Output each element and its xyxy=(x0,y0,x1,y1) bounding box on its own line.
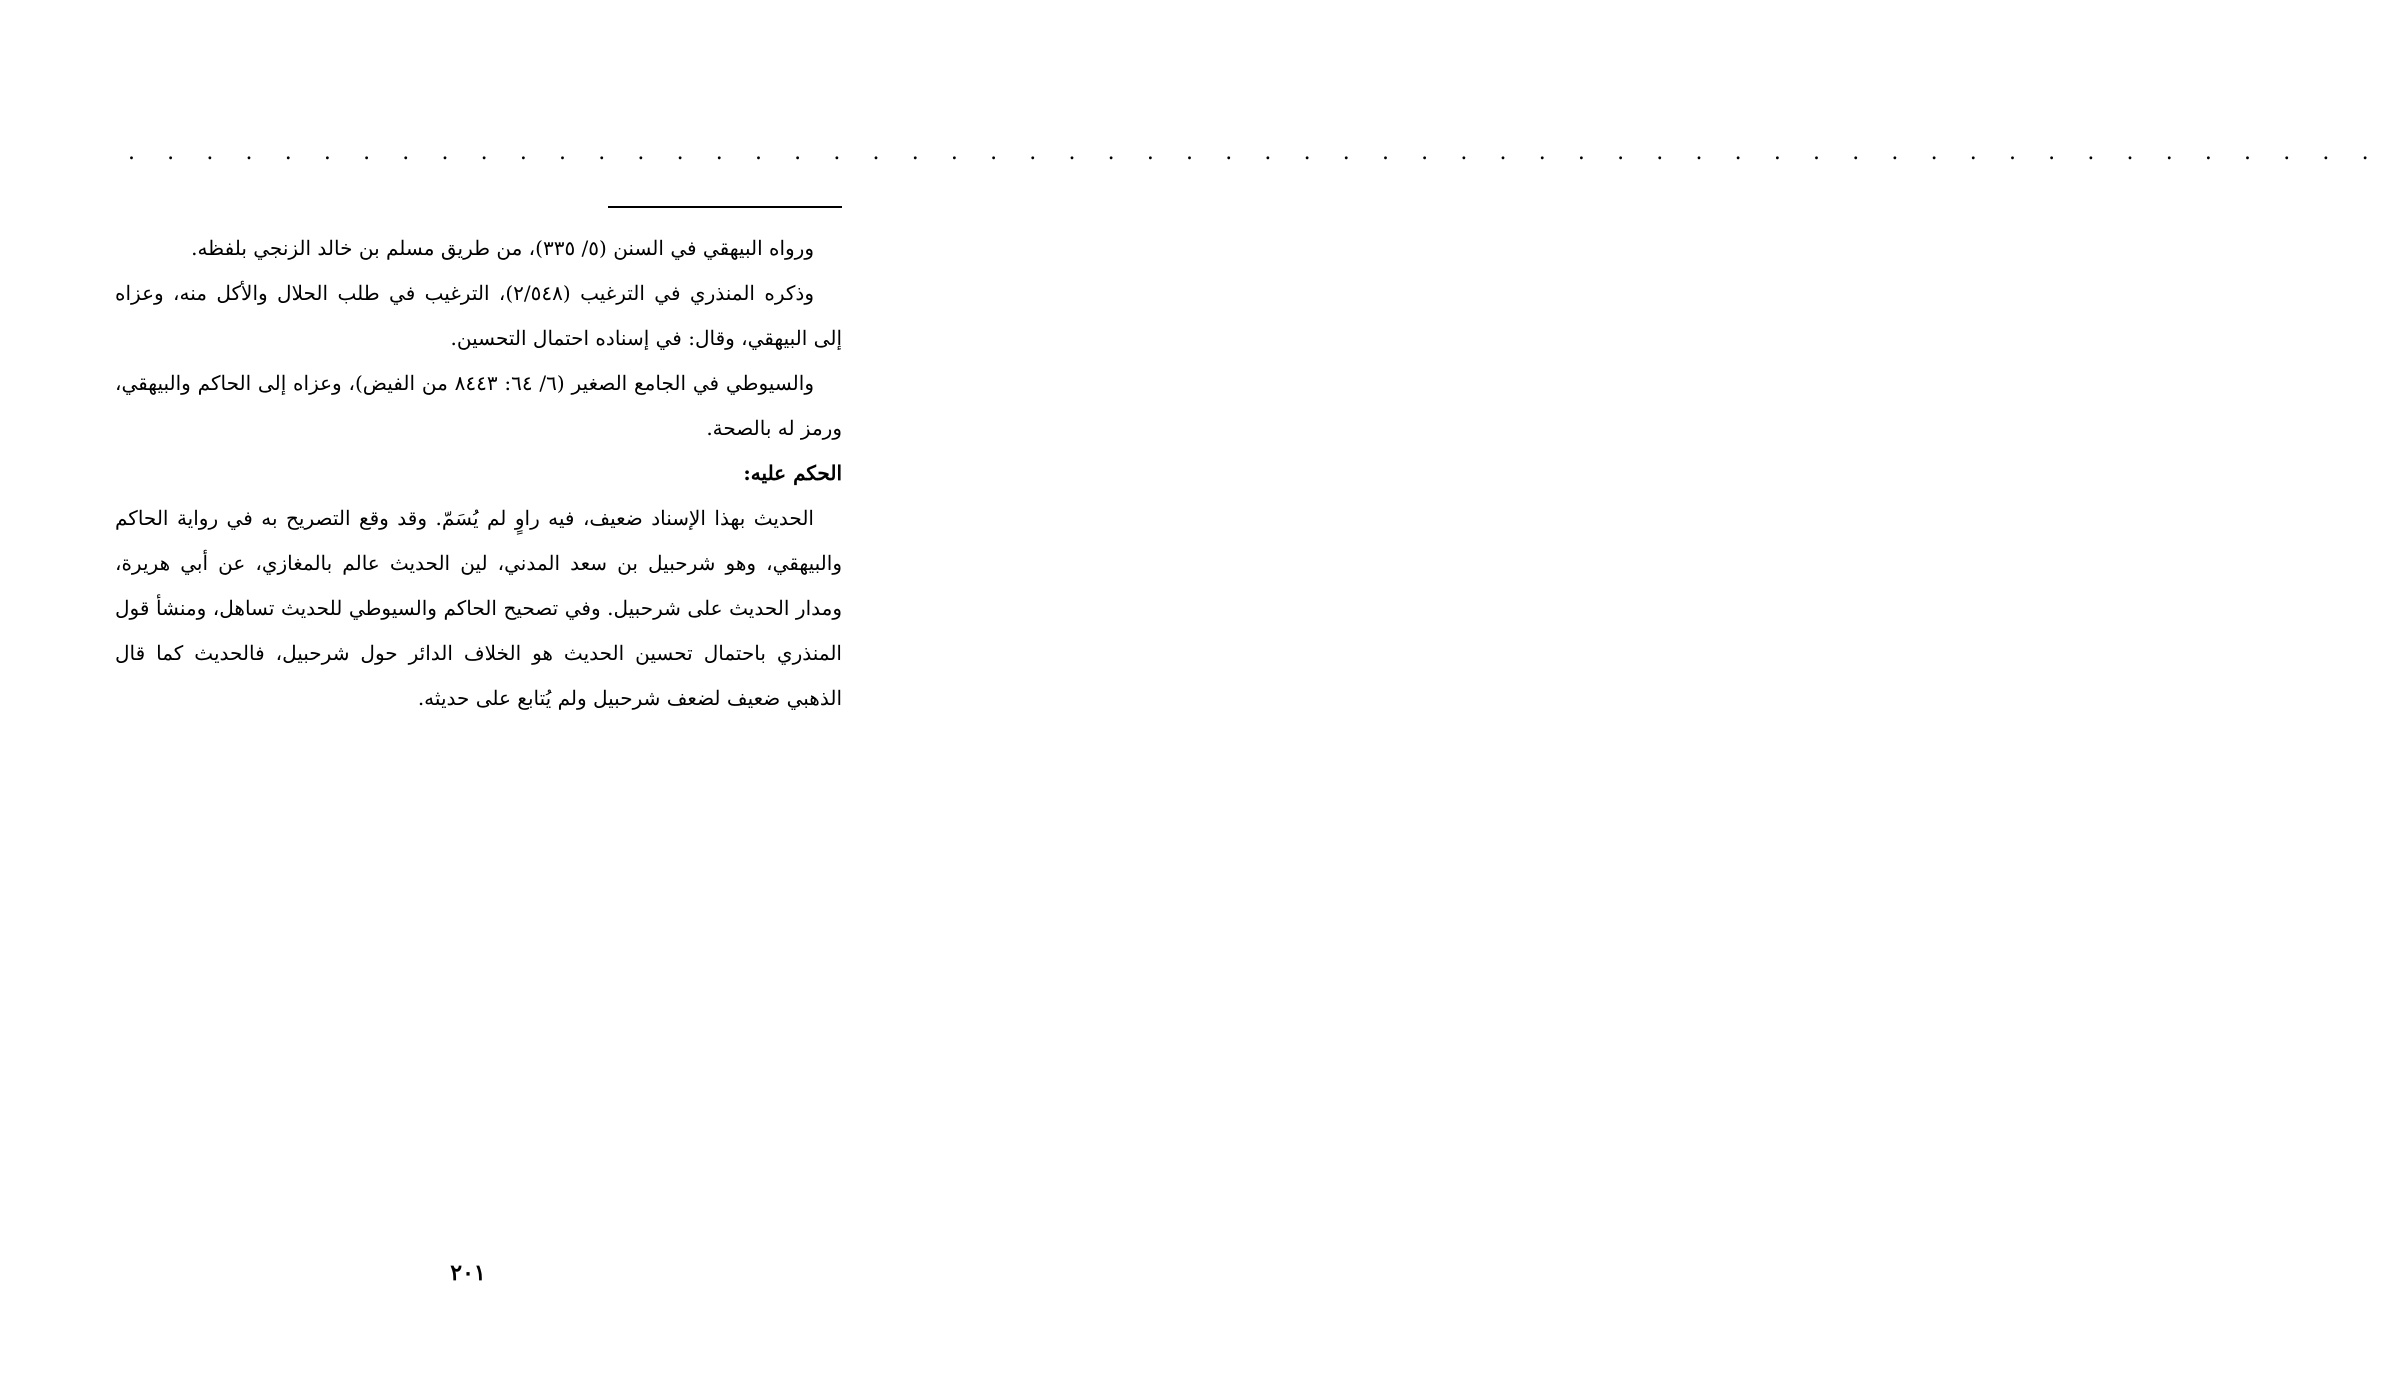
footnote-paragraph: والسيوطي في الجامع الصغير (٦/ ٦٤: ٨٤٤٣ من الفيض)، وعزاه إلى الحاكم والبيهقي، ورمز له بالصحة. xyxy=(115,371,842,440)
footnote-paragraph: ورواه البيهقي في السنن (٥/ ٣٣٥)، من طريق مسلم بن خالد الزنجي بلفظه. xyxy=(191,236,814,260)
ruling-paragraph: الحديث بهذا الإسناد ضعيف، فيه راوٍ لم يُسَمّ. وقد وقع التصريح به في رواية الحاكم والبيهقي، وهو شرحبيل بن سعد المدني، لين الحديث عالم بالمغازي، عن أبي هريرة، ومدار الحديث على شرحبيل. وفي تصحيح الحاكم والسيوطي للحديث تساهل، ومنشأ قول المنذري باحتمال تحسين الحديث هو الخلاف الدائر حول شرحبيل، فالحديث كما قال الذهبي ضعيف لضعف شرحبيل ولم يُتابع على حديثه. xyxy=(115,506,842,710)
page-body xyxy=(115,226,842,721)
ruling-heading: الحكم عليه: xyxy=(743,461,842,485)
footnote-rule xyxy=(608,206,842,208)
dotted-separator: . . . . . . . . . . . . . . . . . . . . . . . . . . . . . . . . . . . . . . . . . . . . . . . . . . . . . . . . . . xyxy=(128,140,2381,165)
page-number: ٢٠١ xyxy=(450,1260,486,1286)
footnote-paragraph: وذكره المنذري في الترغيب (٢/٥٤٨)، الترغيب في طلب الحلال والأكل منه، وعزاه إلى البيهقي، وقال: في إسناده احتمال التحسين. xyxy=(115,281,842,350)
